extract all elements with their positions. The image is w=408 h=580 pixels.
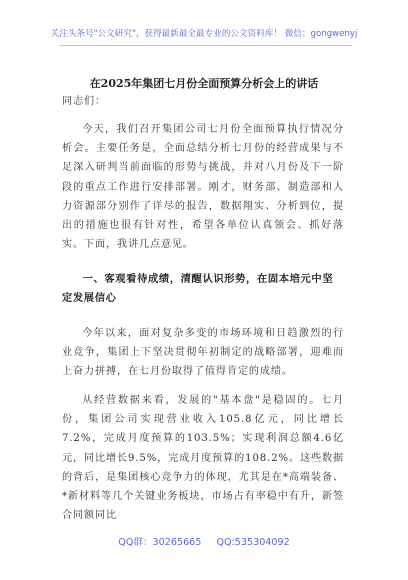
paragraph-3: 从经营数据来看，发展的"基本盘"是稳固的。七月份，集团公司实现营业收入105.8亿元，同比增长7.2%，完成月度预算的103.5%；实现利润总额4.6亿元，同比增长9.5%，完成月度预算的108.2%。这些数据的背后，是集团核心竞争力的体现，尤其是在*高端装备、*新材料等几个关键业务板块，市场占有率稳中有升，新签合同额同比 [62, 395, 345, 522]
salutation: 同志们： [62, 96, 106, 107]
document-title: 在2025年集团七月份全面预算分析会上的讲话 [89, 77, 319, 90]
header-banner: 关注头条号"公文研究"，获得最新最全最专业的公文资料库！ 微信：gongwenyj [50, 29, 358, 39]
footer-qq-number: QQ:535304092 [216, 537, 290, 548]
footer-qq-group: QQ群：30265665 [118, 537, 202, 548]
paragraph-2: 今年以来，面对复杂多变的市场环境和日趋激烈的行业竞争，集团上下坚决贯彻年初制定的战略部署，迎难而上奋力拼搏，在七月份取得了值得肯定的成绩。 [62, 328, 344, 378]
section-1-heading: 一、客观看待成绩，清醒认识形势，在固本培元中坚定发展信心 [62, 273, 334, 305]
footer-contacts [0, 537, 408, 549]
paragraph-1: 今天，我们召开集团公司七月份全面预算执行情况分析会。主要任务是，全面总结分析七月份的经营成果与不足深入研判当前面临的形势与挑战，并对八月份及下一阶段的重点工作进行安排部署。刚才，财务部、制造部和人力资源部分别作了详尽的报告，数据翔实、分析到位，提出的措施也很有针对性，希望各单位认真领会、抓好落实。下面，我讲几点意见。 [62, 124, 344, 251]
header-divider [60, 45, 352, 46]
